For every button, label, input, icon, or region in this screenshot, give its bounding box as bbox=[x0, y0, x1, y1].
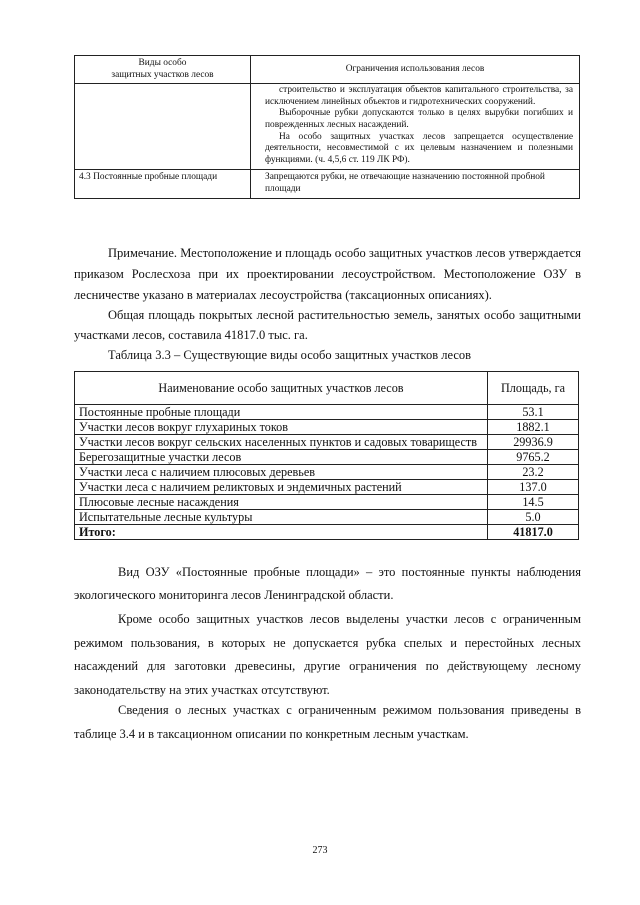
row-area: 23.2 bbox=[488, 465, 579, 480]
total-area: 41817.0 bbox=[488, 525, 579, 540]
table-caption: Таблица 3.3 – Существующие виды особо защитных участков лесов bbox=[108, 348, 472, 362]
table-row bbox=[75, 465, 579, 480]
row-area: 5.0 bbox=[488, 510, 579, 525]
row-area: 14.5 bbox=[488, 495, 579, 510]
row-name: Испытательные лесные культуры bbox=[75, 510, 488, 525]
row-name: Участки леса с наличием плюсовых деревьев bbox=[75, 465, 488, 480]
table-header-row bbox=[75, 372, 579, 405]
protected-areas-table bbox=[74, 371, 579, 540]
row-area: 1882.1 bbox=[488, 420, 579, 435]
row-area: 137.0 bbox=[488, 480, 579, 495]
row-name: Постоянные пробные площади bbox=[75, 405, 488, 420]
note-paragraph: Примечание. Местоположение и площадь особо защитных участков лесов утверждается приказом Рослесхоза при их проектировании лесоустройством. Местоположение ОЗУ в лесничестве указано в материалах лесоустройства (таксационных описаниях). bbox=[74, 246, 581, 302]
body-paragraph: Вид ОЗУ «Постоянные пробные площади» – это постоянные пункты наблюдения экологического мониторинга лесов Ленинградской области. bbox=[74, 565, 581, 602]
total-row bbox=[75, 525, 579, 540]
row-name: Участки лесов вокруг сельских населенных пунктов и садовых товариществ bbox=[75, 435, 488, 450]
total-area-paragraph: Общая площадь покрытых лесной растительностью земель, занятых особо защитными участками лесов, составила 41817.0 тыс. га. bbox=[74, 308, 581, 342]
total-label: Итого: bbox=[75, 525, 488, 540]
table-row bbox=[75, 435, 579, 450]
table-row bbox=[75, 510, 579, 525]
page-number: 273 bbox=[312, 845, 328, 856]
table-row bbox=[75, 495, 579, 510]
restrictions-table-continuation bbox=[74, 55, 580, 199]
restriction-paragraph: Выборочные рубки допускаются только в целях вырубки погибших и поврежденных лесных насаждений. bbox=[265, 108, 573, 130]
row-name: Участки леса с наличием реликтовых и эндемичных растений bbox=[75, 480, 488, 495]
table-row bbox=[75, 405, 579, 420]
column-header-restrictions: Ограничения использования лесов bbox=[251, 56, 580, 84]
restriction-paragraph: На особо защитных участках лесов запрещается осуществление деятельности, несовместимой с их целевым назначением и полезными функциями. (ч. 4,5,6 ст. 119 ЛК РФ). bbox=[265, 131, 573, 165]
header-area: Площадь, га bbox=[488, 372, 579, 405]
row-area: 29936.9 bbox=[488, 435, 579, 450]
zone-restriction-cell: Запрещаются рубки, не отвечающие назначению постоянной пробной площади bbox=[251, 170, 580, 198]
empty-cell bbox=[75, 84, 251, 170]
restrictions-cell bbox=[251, 84, 580, 170]
table-row bbox=[75, 450, 579, 465]
body-paragraph: Сведения о лесных участках с ограниченным режимом пользования приведены в таблице 3.4 и в таксационном описании по конкретным лесным участкам. bbox=[74, 703, 581, 741]
table-row bbox=[75, 420, 579, 435]
header-name: Наименование особо защитных участков лесов bbox=[75, 372, 488, 405]
table-row bbox=[75, 480, 579, 495]
body-paragraph: Кроме особо защитных участков лесов выделены участки лесов с ограниченным режимом пользования, в которых не допускается рубка спелых и перестойных лесных насаждений для заготовки древесины, другие ограничения по действующему лесному законодательству на этих участках отсутствуют. bbox=[74, 612, 581, 697]
restriction-paragraph: строительство и эксплуатация объектов капитального строительства, за исключением линейных объектов и гидротехнических сооружений. bbox=[265, 85, 573, 107]
row-name: Плюсовые лесные насаждения bbox=[75, 495, 488, 510]
column-header-zone-types: Виды особо защитных участков лесов bbox=[75, 56, 251, 84]
row-name: Участки лесов вокруг глухариных токов bbox=[75, 420, 488, 435]
row-name: Берегозащитные участки лесов bbox=[75, 450, 488, 465]
row-area: 9765.2 bbox=[488, 450, 579, 465]
row-area: 53.1 bbox=[488, 405, 579, 420]
zone-type-cell: 4.3 Постоянные пробные площади bbox=[75, 170, 251, 198]
